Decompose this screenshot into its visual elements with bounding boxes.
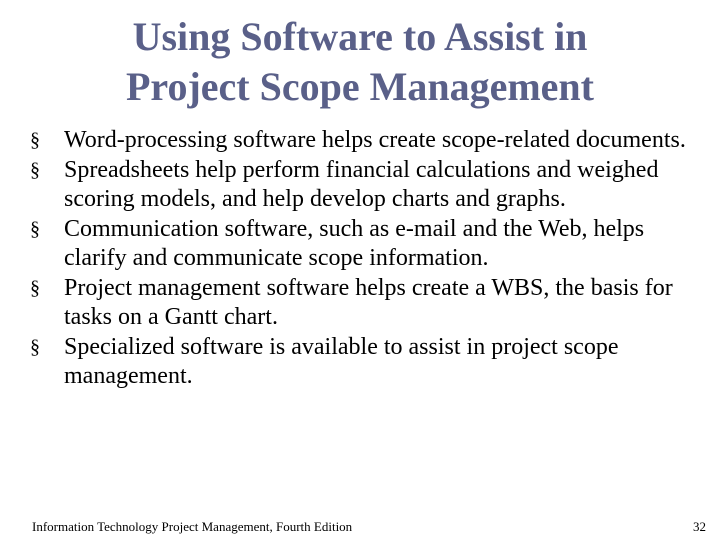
bullet-text: Spreadsheets help perform financial calculations and weighed scoring models, and help develop charts and graphs. xyxy=(64,156,659,212)
bullet-list xyxy=(30,126,700,392)
bullet-item-specialized xyxy=(30,333,700,392)
bullet-marker-icon: § xyxy=(30,276,40,299)
page-number: 32 xyxy=(693,519,706,534)
bullet-text: Project management software helps create a WBS, the basis for tasks on a Gantt chart. xyxy=(64,274,673,330)
bullet-text: Communication software, such as e-mail and the Web, helps clarify and communicate scope information. xyxy=(64,215,645,271)
bullet-marker-icon: § xyxy=(30,335,40,358)
bullet-item-project-management xyxy=(30,274,700,333)
bullet-item-spreadsheets xyxy=(30,156,700,215)
footer-text: Information Technology Project Management, Fourth Edition xyxy=(32,519,353,534)
bullet-text: Specialized software is available to assist in project scope management. xyxy=(64,333,619,389)
slide-title xyxy=(0,12,720,112)
title-line-1: Using Software to Assist in xyxy=(132,14,588,59)
bullet-marker-icon: § xyxy=(30,158,40,181)
bullet-item-word-processing xyxy=(30,126,700,156)
bullet-marker-icon: § xyxy=(30,129,40,151)
bullet-item-communication xyxy=(30,215,700,274)
bullet-text: Word-processing software helps create scope-related documents. xyxy=(64,127,686,153)
title-line-2: Project Scope Management xyxy=(125,64,594,109)
bullet-marker-icon: § xyxy=(30,217,40,240)
